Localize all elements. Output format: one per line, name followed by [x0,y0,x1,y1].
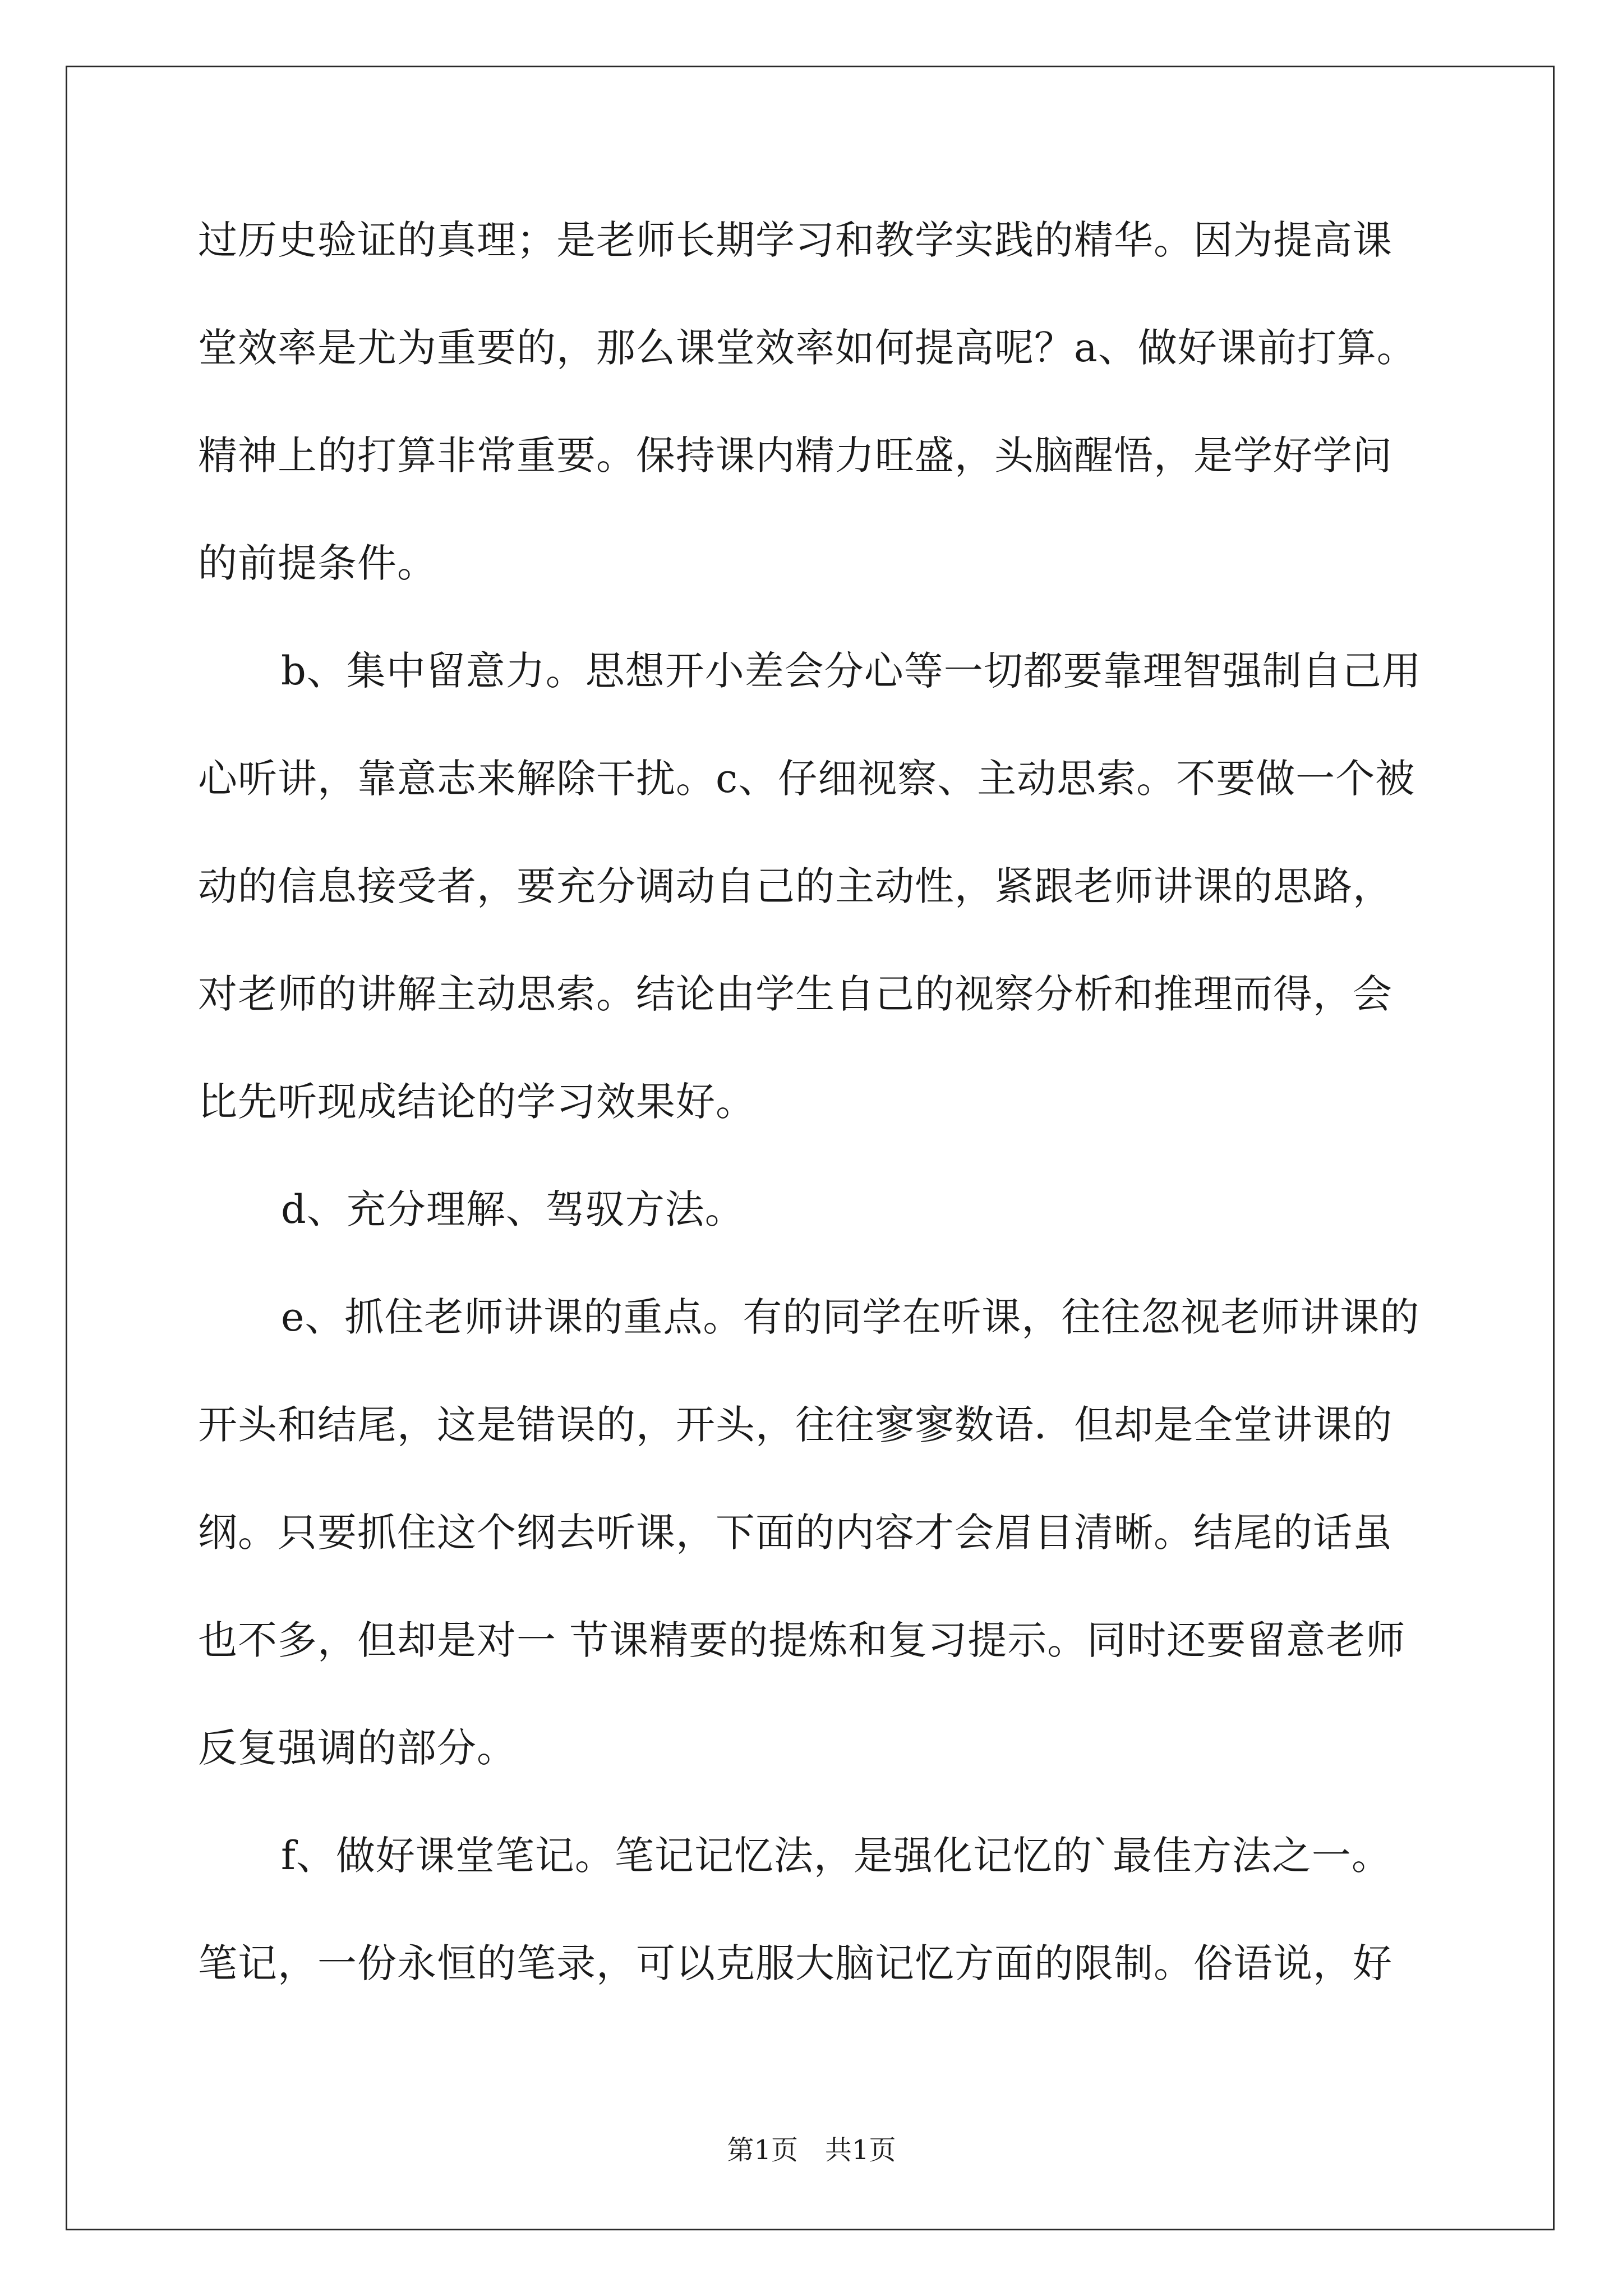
document-body [198,217,1437,2051]
text-line: b、集中留意力。思想开小差会分心等一切都要靠理智强制自己用 [281,648,1422,694]
text-line: 对老师的讲解主动思索。结论由学生自己的视察分析和推理而得，会 [198,971,1393,1017]
text-line: 的前提条件。 [198,540,437,586]
text-line: f、做好课堂笔记。笔记记忆法，是强化记忆的`最佳方法之一。 [281,1833,1391,1879]
text-line: 堂效率是尤为重要的，那么课堂效率如何提高呢？a、做好课前打算。 [198,325,1417,371]
text-line: 动的信息接受者，要充分调动自己的主动性，紧跟老师讲课的思路， [198,863,1393,909]
text-line: 开头和结尾，这是错误的，开头，往往寥寥数语．但却是全堂讲课的 [198,1402,1393,1448]
text-line: 反复强调的部分。 [198,1725,517,1771]
text-line: 笔记，一份永恒的笔录，可以克服大脑记忆方面的限制。俗语说，好 [198,1940,1393,1986]
text-line: 过历史验证的真理；是老师长期学习和教学实践的精华。因为提高课 [198,217,1393,263]
text-line: 也不多，但却是对一 节课精要的提炼和复习提示。同时还要留意老师 [198,1617,1406,1663]
text-line: 纲。只要抓住这个纲去听课，下面的内容才会眉目清晰。结尾的话虽 [198,1510,1393,1556]
text-line: 精神上的打算非常重要。保持课内精力旺盛，头脑醒悟，是学好学问 [198,432,1393,478]
text-line: 心听讲，靠意志来解除干扰。c、仔细视察、主动思索。不要做一个被 [198,756,1415,802]
text-line: e、抓住老师讲课的重点。有的同学在听课，往往忽视老师讲课的 [281,1294,1420,1340]
page-footer: 第1页 共1页 [727,2134,896,2166]
text-line: 比先听现成结论的学习效果好。 [198,1079,755,1125]
text-line: d、充分理解、驾驭方法。 [281,1186,745,1232]
